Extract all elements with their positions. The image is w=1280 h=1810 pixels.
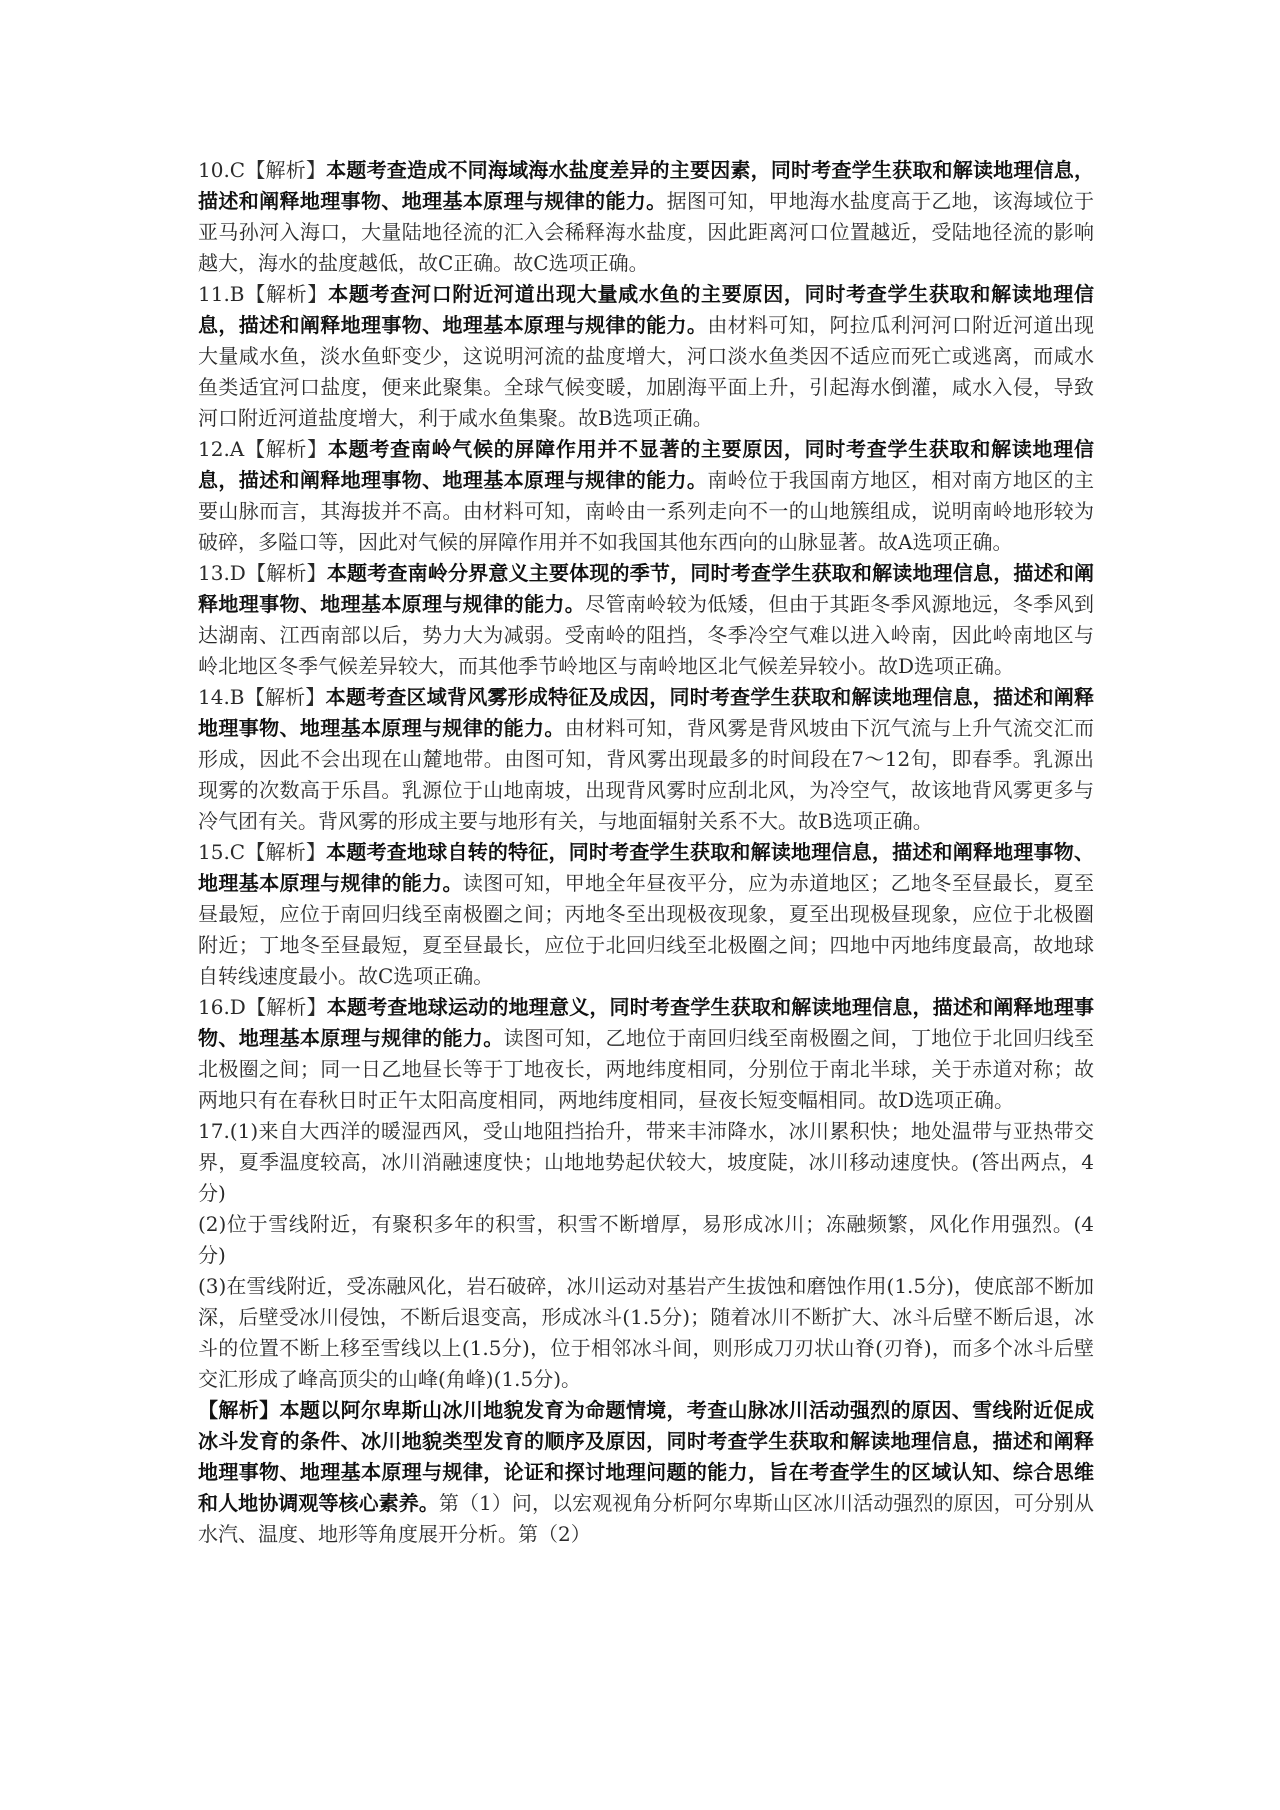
answer-15-focus: 本题考查地球自转的特征，同时考查学生获取和解读地理信息，描述和阐释地理事物、地理基本原理与规律的能力。 (198, 840, 1095, 895)
answer-11 (198, 279, 1094, 434)
answer-document (198, 155, 1094, 1550)
answer-11-focus: 本题考查河口附近河道出现大量咸水鱼的主要原因，同时考查学生获取和解读地理信息，描述和阐释地理事物、地理基本原理与规律的能力。 (198, 282, 1094, 337)
answer-10-head: 10.C【解析】 (198, 158, 327, 182)
answer-13-head: 13.D【解析】 (198, 561, 327, 585)
answer-17-analysis-explanation: 第（1）问，以宏观视角分析阿尔卑斯山区冰川活动强烈的原因，可分别从水汽、温度、地形等角度展开分析。第（2） (198, 1491, 1094, 1546)
answer-12-explanation: 南岭位于我国南方地区，相对南方地区的主要山脉而言，其海拔并不高。由材料可知，南岭由一系列走向不一的山地簇组成，说明南岭地形较为破碎，多隘口等，因此对气候的屏障作用并不如我国其他东西向的山脉显著。故A选项正确。 (198, 468, 1095, 554)
answer-16 (198, 992, 1094, 1116)
answer-17-analysis (198, 1395, 1094, 1550)
answer-14-head: 14.B【解析】 (198, 685, 326, 709)
answer-11-head: 11.B【解析】 (198, 282, 329, 306)
answer-16-explanation: 读图可知，乙地位于南回归线至南极圈之间，丁地位于北回归线至北极圈之间；同一日乙地昼长等于丁地夜长，两地纬度相同，分别位于南北半球，关于赤道对称；故两地只有在春秋日时正午太阳高度相同，两地纬度相同，昼夜长短变幅相同。故D选项正确。 (198, 1026, 1095, 1112)
answer-14-explanation: 由材料可知，背风雾是背风坡由下沉气流与上升气流交汇而形成，因此不会出现在山麓地带。由图可知，背风雾出现最多的时间段在7～12旬，即春季。乳源出现雾的次数高于乐昌。乳源位于山地南坡，出现背风雾时应刮北风，为冷空气，故该地背风雾更多与冷气团有关。背风雾的形成主要与地形有关，与地面辐射关系不大。故B选项正确。 (198, 716, 1095, 833)
answer-12-head: 12.A【解析】 (198, 437, 328, 461)
answer-15-head: 15.C【解析】 (198, 840, 327, 864)
answer-14 (198, 682, 1094, 837)
answer-16-focus: 本题考查地球运动的地理意义，同时考查学生获取和解读地理信息，描述和阐释地理事物、地理基本原理与规律的能力。 (198, 995, 1095, 1050)
answer-14-focus: 本题考查区域背风雾形成特征及成因，同时考查学生获取和解读地理信息，描述和阐释地理事物、地理基本原理与规律的能力。 (198, 685, 1094, 740)
answer-17-part-1: 17.(1)来自大西洋的暖湿西风，受山地阻挡抬升，带来丰沛降水，冰川累积快；地处温带与亚热带交界，夏季温度较高，冰川消融速度快；山地地势起伏较大，坡度陡，冰川移动速度快。(答出两点，4分) (198, 1119, 1094, 1205)
answer-10 (198, 155, 1094, 279)
answer-17-part-3: (3)在雪线附近，受冻融风化，岩石破碎，冰川运动对基岩产生拔蚀和磨蚀作用(1.5分)，使底部不断加深，后壁受冰川侵蚀，不断后退变高，形成冰斗(1.5分)；随着冰川不断扩大、冰斗后壁不断后退，冰斗的位置不断上移至雪线以上(1.5分)，位于相邻冰斗间，则形成刀刃状山脊(刃脊)，而多个冰斗后壁交汇形成了峰高顶尖的山峰(角峰)(1.5分)。 (198, 1274, 1094, 1391)
answer-13-explanation: 尽管南岭较为低矮，但由于其距冬季风源地远，冬季风到达湖南、江西南部以后，势力大为减弱。受南岭的阻挡，冬季冷空气难以进入岭南，因此岭南地区与岭北地区冬季气候差异较大，而其他季节岭地区与南岭地区北气候差异较小。故D选项正确。 (198, 592, 1095, 678)
answer-11-explanation: 由材料可知，阿拉瓜利河河口附近河道出现大量咸水鱼，淡水鱼虾变少，这说明河流的盐度增大，河口淡水鱼类因不适应而死亡或逃离，而咸水鱼类适宜河口盐度，便来此聚集。全球气候变暖，加剧海平面上升，引起海水倒灌，咸水入侵，导致河口附近河道盐度增大，利于咸水鱼集聚。故B选项正确。 (198, 313, 1095, 430)
answer-12 (198, 434, 1094, 558)
answer-13 (198, 558, 1094, 682)
answer-16-head: 16.D【解析】 (198, 995, 327, 1019)
answer-15 (198, 837, 1094, 992)
answer-10-focus: 本题考查造成不同海域海水盐度差异的主要因素，同时考查学生获取和解读地理信息，描述和阐释地理事物、地理基本原理与规律的能力。 (198, 158, 1095, 213)
answer-12-focus: 本题考查南岭气候的屏障作用并不显著的主要原因，同时考查学生获取和解读地理信息，描述和阐释地理事物、地理基本原理与规律的能力。 (198, 437, 1095, 492)
answer-10-explanation: 据图可知，甲地海水盐度高于乙地，该海域位于亚马孙河入海口，大量陆地径流的汇入会稀释海水盐度，因此距离河口位置越近，受陆地径流的影响越大，海水的盐度越低，故C正确。故C选项正确。 (198, 189, 1095, 275)
answer-13-focus: 本题考查南岭分界意义主要体现的季节，同时考查学生获取和解读地理信息，描述和阐释地理事物、地理基本原理与规律的能力。 (198, 561, 1095, 616)
answer-17-analysis-focus: 【解析】本题以阿尔卑斯山冰川地貌发育为命题情境，考查山脉冰川活动强烈的原因、雪线附近促成冰斗发育的条件、冰川地貌类型发育的顺序及原因，同时考查学生获取和解读地理信息，描述和阐释地理事物、地理基本原理与规律，论证和探讨地理问题的能力，旨在考查学生的区域认知、综合思维和人地协调观等核心素养。 (198, 1398, 1094, 1515)
answer-17-part-2: (2)位于雪线附近，有聚积多年的积雪，积雪不断增厚，易形成冰川；冻融频繁，风化作用强烈。(4分) (198, 1212, 1094, 1267)
answer-15-explanation: 读图可知，甲地全年昼夜平分，应为赤道地区；乙地冬至昼最长，夏至昼最短，应位于南回归线至南极圈之间；丙地冬至出现极夜现象，夏至出现极昼现象，应位于北极圈附近；丁地冬至昼最短，夏至昼最长，应位于北回归线至北极圈之间；四地中丙地纬度最高，故地球自转线速度最小。故C选项正确。 (198, 871, 1095, 988)
